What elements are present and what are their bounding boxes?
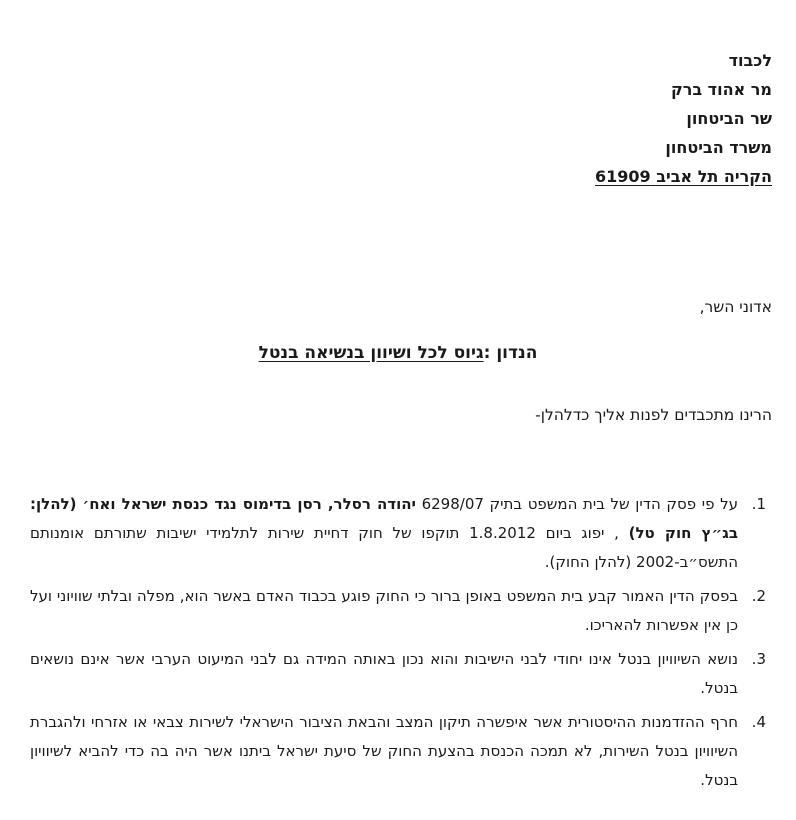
list-item-text-segment: על פי פסק הדין של בית המשפט בתיק 6298/07 (415, 495, 738, 513)
recipient-block (595, 46, 772, 191)
numbered-list (30, 490, 766, 800)
list-item-number: 1. (751, 495, 766, 513)
list-item (30, 708, 766, 795)
opening-line: הרינו מתכבדים לפנות אליך כדלהלן- (535, 406, 772, 424)
list-item-text-segment: , יפוג ביום 1.8.2012 תוקפו של חוק דחיית שירות לתלמידי ישיבות שתורתם אומנותם התשס״ב-2002 (להלן החוק). (30, 524, 738, 571)
list-item (30, 645, 766, 703)
recipient-line-title: שר הביטחון (686, 109, 772, 128)
list-item-number: 2. (751, 587, 766, 605)
list-item-number: 3. (751, 650, 766, 668)
list-item (30, 490, 766, 577)
list-item-text-segment: נושא השיוויון בנטל אינו יחודי לבני הישיבות והוא נכון באותה המידה גם לבני המיעוט הערבי אשר אינם נושאים בנטל. (30, 650, 738, 697)
list-item-text (30, 645, 738, 703)
list-item-text-segment: בפסק הדין האמור קבע בית המשפט באופן ברור כי החוק פוגע בכבוד האדם באשר הוא, מפלה ובלתי שוויוני ועל כן אין אפשרות להאריכו. (30, 587, 738, 634)
subject-title: גיוס לכל ושיוון בנשיאה בנטל (258, 343, 484, 363)
subject-label: הנדון : (483, 343, 538, 363)
recipient-line-honorific: לכבוד (728, 51, 772, 70)
list-item (30, 582, 766, 640)
list-item-text (30, 582, 738, 640)
list-item-number: 4. (751, 713, 766, 731)
recipient-address-line: הקריה תל אביב 61909 (595, 167, 772, 186)
recipient-line-name: מר אהוד ברק (670, 80, 772, 99)
list-item-text-segment: חרף ההזדמנות ההיסטורית אשר איפשרה תיקון המצב והבאת הציבור הישראלי לשירות צבאי או אזרחי ולהגברת השיוויון בנטל השירות, לא תמכה הכנסת בהצעת החוק של סיעת ישראל ביתנו אשר היה בה כדי להביא לשיוויון בנטל. (30, 713, 738, 789)
list-item-text (30, 708, 738, 795)
list-item-text (30, 490, 738, 577)
recipient-line-ministry: משרד הביטחון (665, 138, 772, 157)
subject-line (0, 341, 796, 365)
greeting: אדוני השר, (699, 298, 772, 316)
list-item-text-bold-segment: יהודה רסלר, רסן בדימוס נגד כנסת ישראל ואח׳ (להלן: בג״ץ חוק טל) (30, 495, 738, 542)
